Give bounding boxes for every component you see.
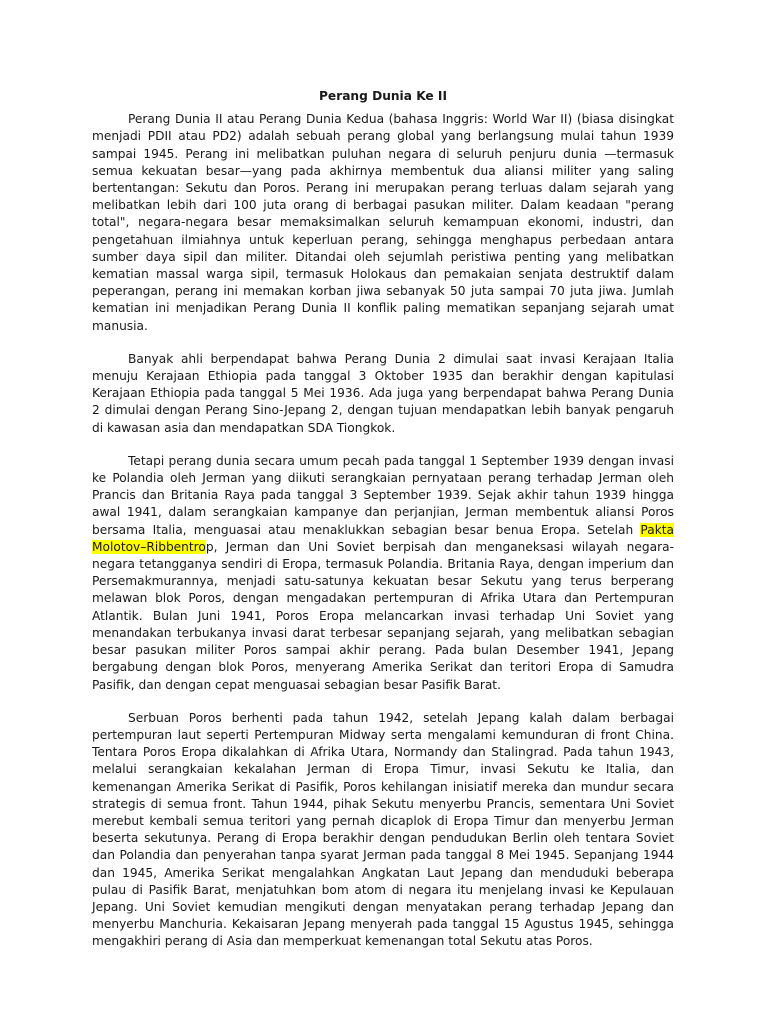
document-title: Perang Dunia Ke II [319,89,447,103]
paragraph-3-text-before: Tetapi perang dunia secara umum pecah pada tanggal 1 September 1939 dengan invasi ke Polandia oleh Jerman yang diikuti serangkaian pernyataan perang terhadap Jerman oleh Prancis dan Britania Raya pada tanggal 3 September 1939. Sejak akhir tahun 1939 hingga awal 1941, dalam serangkaian kampanye dan perjanjian, Jerman membentuk aliansi Poros bersama Italia, menguasai atau menaklukkan sebagian besar benua Eropa. Setelah [92,453,674,537]
paragraph-2: Banyak ahli berpendapat bahwa Perang Dunia 2 dimulai saat invasi Kerajaan Italia menuju Kerajaan Ethiopia pada tanggal 3 Oktober 1935 dan berakhir dengan kapitulasi Kerajaan Ethiopia pada tanggal 5 Mei 1936. Ada juga yang berpendapat bahwa Perang Dunia 2 dimulai dengan Perang Sino-Jepang 2, dengan tujuan mendapatkan lebih banyak pengaruh di kawasan asia dan mendapatkan SDA Tiongkok. [92,351,674,435]
highlighted-text: Pakta Molotov–Ribbentro [92,522,674,554]
paragraph-4: Serbuan Poros berhenti pada tahun 1942, setelah Jepang kalah dalam berbagai pertempuran laut seperti Pertempuran Midway serta mengalami kemunduran di front China. Tentara Poros Eropa dikalahkan di Afrika Utara, Normandy dan Stalingrad. Pada tahun 1943, melalui serangkaian kekalahan Jerman di Eropa Timur, invasi Sekutu ke Italia, dan kemenangan Amerika Serikat di Pasifik, Poros kehilangan inisiatif mereka dan mundur secara strategis di semua front. Tahun 1944, pihak Sekutu menyerbu Prancis, sementara Uni Soviet merebut kembali semua teritori yang pernah dicaplok di Eropa Timur dan menyerbu Jerman beserta sekutunya. Perang di Eropa berakhir dengan pendudukan Berlin oleh tentara Soviet dan Polandia dan penyerahan tanpa syarat Jerman pada tanggal 8 Mei 1945. Sepanjang 1944 dan 1945, Amerika Serikat mengalahkan Angkatan Laut Jepang dan menduduki beberapa pulau di Pasifik Barat, menjatuhkan bom atom di negara itu menjelang invasi ke Kepulauan Jepang. Uni Soviet kemudian mengikuti dengan menyatakan perang terhadap Jepang dan menyerbu Manchuria. Kekaisaran Jepang menyerah pada tanggal 15 Agustus 1945, sehingga mengakhiri perang di Asia dan memperkuat kemenangan total Sekutu atas Poros. [92,710,674,949]
paragraph-1: Perang Dunia II atau Perang Dunia Kedua (bahasa Inggris: World War II) (biasa disingkat menjadi PDII atau PD2) adalah sebuah perang global yang berlangsung mulai tahun 1939 sampai 1945. Perang ini melibatkan puluhan negara di seluruh penjuru dunia —termasuk semua kekuatan besar—yang pada akhirnya membentuk dua aliansi militer yang saling bertentangan: Sekutu dan Poros. Perang ini merupakan perang terluas dalam sejarah yang melibatkan lebih dari 100 juta orang di berbagai pasukan militer. Dalam keadaan "perang total", negara-negara besar memaksimalkan seluruh kemampuan ekonomi, industri, dan pengetahuan ilmiahnya untuk keperluan perang, sehingga menghapus perbedaan antara sumber daya sipil dan militer. Ditandai oleh sejumlah peristiwa penting yang melibatkan kematian massal warga sipil, termasuk Holokaus dan pemakaian senjata destruktif dalam peperangan, perang ini memakan korban jiwa sebanyak 50 juta sampai 70 juta jiwa. Jumlah kematian ini menjadikan Perang Dunia II konflik paling mematikan sepanjang sejarah umat manusia. [92,112,674,333]
paragraph-3 [92,453,674,694]
document-page [92,88,674,967]
paragraph-3-text-after: p, Jerman dan Uni Soviet berpisah dan menganeksasi wilayah negara-negara tetangganya sendiri di Eropa, termasuk Polandia. Britania Raya, dengan imperium dan Persemakmurannya, menjadi satu-satunya kekuatan besar Sekutu yang terus berperang melawan blok Poros, dengan mengadakan pertempuran di Afrika Utara dan Pertempuran Atlantik. Bulan Juni 1941, Poros Eropa melancarkan invasi terhadap Uni Soviet yang menandakan terbukanya invasi darat terbesar sepanjang sejarah, yang melibatkan sebagian besar pasukan militer Poros sampai akhir perang. Pada bulan Desember 1941, Jepang bergabung dengan blok Poros, menyerang Amerika Serikat dan teritori Eropa di Samudra Pasifik, dan dengan cepat menguasai sebagian besar Pasifik Barat. [92,539,674,692]
